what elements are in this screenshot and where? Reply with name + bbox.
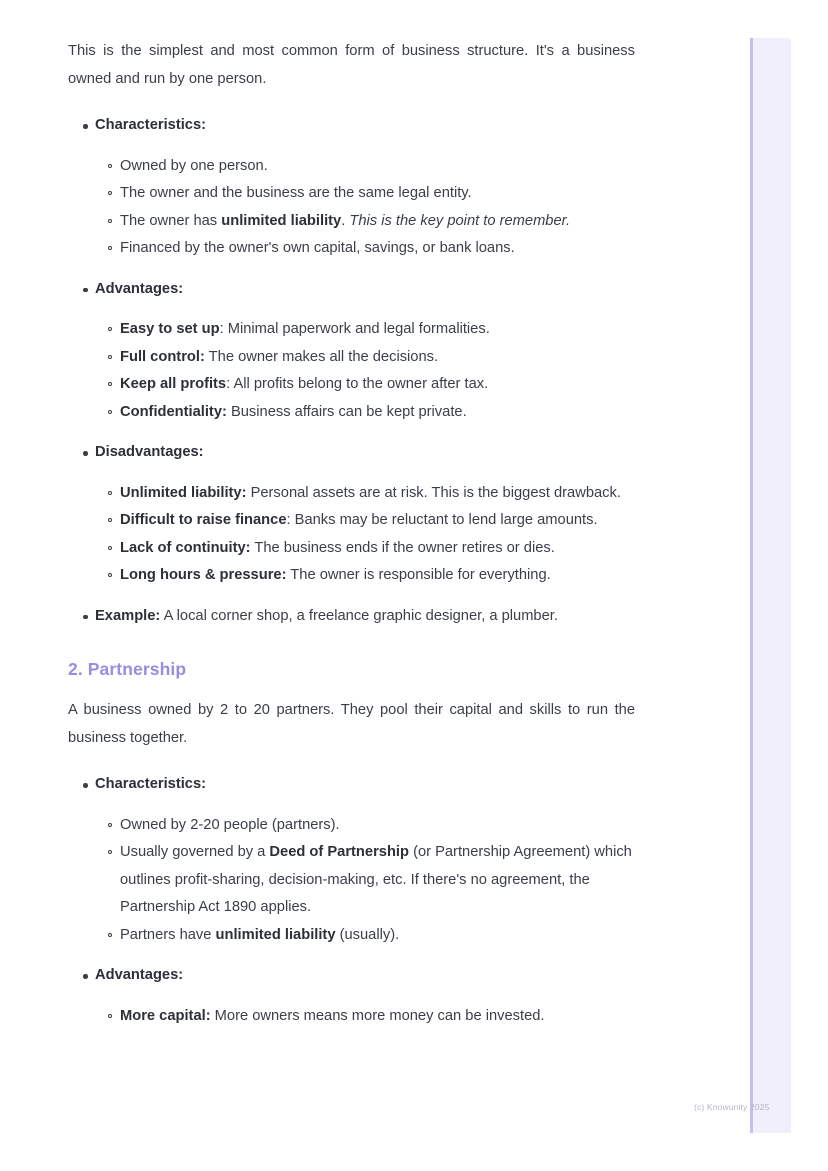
bullet-ring-icon	[108, 410, 112, 414]
list-item	[68, 1003, 635, 1031]
characteristics-label: Characteristics:	[95, 776, 207, 792]
item-mid: .	[341, 212, 350, 229]
sole-trader-advantages-sublist	[68, 316, 635, 426]
partnership-characteristics-sublist	[68, 812, 635, 950]
spacer	[68, 93, 635, 112]
list-item	[68, 371, 635, 399]
bullet-ring-icon	[108, 491, 112, 495]
sole-trader-advantages-group	[68, 276, 635, 304]
list-item	[68, 562, 635, 590]
bullet-disc-icon	[83, 451, 88, 456]
bullet-ring-icon	[108, 355, 112, 359]
list-item-disadvantages	[68, 439, 635, 467]
item-bold: Easy to set up	[120, 321, 220, 337]
item-bold: More capital:	[120, 1007, 211, 1024]
bullet-ring-icon	[108, 933, 112, 937]
watermark: (c) Knowunity 2025	[694, 1102, 770, 1112]
item-text: (usually).	[335, 926, 400, 943]
partnership-advantages-sublist	[68, 1003, 635, 1031]
bullet-ring-icon	[108, 1014, 112, 1018]
item-text: Owned by 2-20 people (partners).	[120, 816, 340, 833]
item-text: More owners means more money can be invested.	[210, 1007, 545, 1024]
bullet-disc-icon	[83, 974, 88, 979]
spacer	[68, 426, 635, 439]
item-text: : Minimal paperwork and legal formalities.	[219, 321, 490, 337]
sole-trader-list	[68, 112, 635, 140]
right-side-panel	[750, 38, 791, 1133]
spacer	[68, 799, 635, 812]
item-bold: unlimited liability	[221, 212, 342, 229]
list-item	[68, 153, 635, 181]
advantages-label: Advantages:	[95, 967, 184, 983]
list-item	[68, 535, 635, 563]
disadvantages-label: Disadvantages:	[95, 444, 204, 460]
item-bold: Confidentiality:	[120, 403, 227, 420]
list-item-example	[68, 603, 635, 631]
item-text: (or Partnership Agreement) which outlines profit-sharing, decision-making, etc. If there's no agreement, the Partnership Act 1890 applies.	[120, 844, 632, 915]
list-item	[68, 344, 635, 372]
example-text: A local corner shop, a freelance graphic designer, a plumber.	[160, 607, 558, 624]
spacer	[68, 140, 635, 153]
characteristics-label: Characteristics:	[95, 117, 207, 133]
spacer	[68, 630, 635, 657]
example-label: Example:	[95, 607, 161, 624]
intro-paragraph: This is the simplest and most common form of business structure. It's a business owned and run by one person.	[68, 43, 635, 87]
item-bold: Long hours & pressure:	[120, 567, 287, 583]
item-bold: unlimited liability	[215, 926, 336, 943]
list-item-advantages	[68, 276, 635, 304]
item-bold: Deed of Partnership	[269, 844, 409, 860]
bullet-ring-icon	[108, 246, 112, 250]
item-italic: This is the key point to remember.	[349, 212, 571, 229]
bullet-ring-icon	[108, 823, 112, 827]
item-text: Owned by one person.	[120, 157, 268, 174]
spacer	[68, 303, 635, 316]
item-text: The owner makes all the decisions.	[204, 348, 439, 365]
bullet-ring-icon	[108, 327, 112, 331]
bullet-disc-icon	[83, 288, 88, 293]
bullet-ring-icon	[108, 850, 112, 854]
bullet-ring-icon	[108, 573, 112, 577]
sole-trader-example-group	[68, 603, 635, 631]
bullet-ring-icon	[108, 164, 112, 168]
item-text: The owner and the business are the same legal entity.	[120, 185, 472, 201]
item-bold: Keep all profits	[120, 376, 227, 392]
list-item	[68, 316, 635, 344]
list-item	[68, 208, 635, 236]
bullet-disc-icon	[83, 783, 88, 788]
item-text: Business affairs can be kept private.	[226, 403, 467, 420]
spacer	[68, 990, 635, 1003]
bullet-disc-icon	[83, 615, 88, 620]
list-item	[68, 839, 635, 922]
item-bold: Difficult to raise finance	[120, 512, 287, 528]
spacer	[68, 263, 635, 276]
list-item	[68, 235, 635, 263]
list-item	[68, 180, 635, 208]
sole-trader-disadvantages-group	[68, 439, 635, 467]
bullet-disc-icon	[83, 124, 88, 129]
item-text: : All profits belong to the owner after tax.	[226, 376, 489, 392]
spacer	[68, 681, 635, 697]
bullet-ring-icon	[108, 546, 112, 550]
spacer	[68, 467, 635, 480]
bullet-ring-icon	[108, 518, 112, 522]
item-text: : Banks may be reluctant to lend large amounts.	[286, 512, 598, 528]
list-item	[68, 812, 635, 840]
item-bold: Full control:	[120, 348, 205, 365]
partnership-paragraph: A business owned by 2 to 20 partners. They pool their capital and skills to run the business together.	[68, 702, 635, 746]
document-content	[68, 38, 635, 1030]
spacer	[68, 949, 635, 962]
item-text: Personal assets are at risk. This is the biggest drawback.	[246, 484, 621, 501]
list-item	[68, 922, 635, 950]
item-bold: Lack of continuity:	[120, 539, 251, 556]
bullet-ring-icon	[108, 191, 112, 195]
list-item	[68, 480, 635, 508]
item-text: The owner is responsible for everything.	[286, 567, 551, 583]
page-title-partnership: 2. Partnership	[68, 659, 187, 679]
partnership-characteristics-group	[68, 771, 635, 799]
list-item-advantages	[68, 962, 635, 990]
spacer	[68, 752, 635, 771]
item-bold: Unlimited liability:	[120, 484, 247, 501]
advantages-label: Advantages:	[95, 280, 184, 297]
list-item-characteristics	[68, 771, 635, 799]
sole-trader-disadvantages-sublist	[68, 480, 635, 590]
bullet-ring-icon	[108, 219, 112, 223]
list-item	[68, 507, 635, 535]
bullet-ring-icon	[108, 382, 112, 386]
list-item	[68, 399, 635, 427]
item-lead: The owner has	[120, 212, 222, 229]
list-item-characteristics	[68, 112, 635, 140]
item-lead: Usually governed by a	[120, 844, 270, 860]
item-text: Financed by the owner's own capital, savings, or bank loans.	[120, 240, 515, 256]
item-lead: Partners have	[120, 926, 216, 943]
partnership-advantages-group	[68, 962, 635, 990]
sole-trader-characteristics-sublist	[68, 153, 635, 263]
spacer	[68, 590, 635, 603]
item-text: The business ends if the owner retires or dies.	[250, 539, 555, 556]
